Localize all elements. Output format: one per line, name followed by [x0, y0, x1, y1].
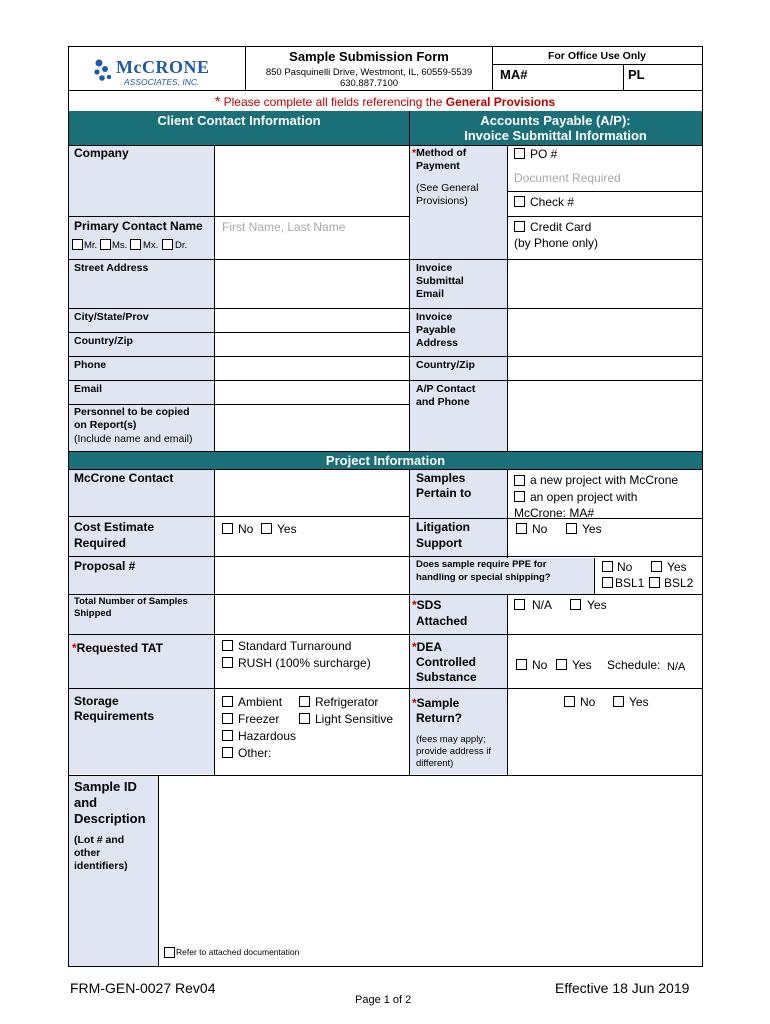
sds-label: *SDS: [412, 598, 442, 612]
inv-addr-label-3: Address: [416, 337, 459, 349]
fees-note-3: different): [416, 758, 454, 769]
ppe-yes-checkbox[interactable]: [651, 561, 662, 572]
litigation-no-checkbox[interactable]: [516, 523, 527, 534]
page-number: Page 1 of 2: [355, 994, 412, 1006]
ap-contact-label: A/P Contact: [416, 383, 476, 395]
method-label: *Method of: [412, 147, 467, 159]
po-label: PO #: [530, 147, 558, 161]
open-project-label: an open project with: [530, 490, 638, 504]
refer-attached-label: Refer to attached documentation: [176, 947, 300, 957]
hazardous-checkbox[interactable]: [222, 730, 233, 741]
check-checkbox[interactable]: [514, 196, 525, 207]
fees-note: (fees may apply;: [416, 734, 486, 745]
ap-contact-label-2: and Phone: [416, 396, 470, 408]
ap-title: Accounts Payable (A/P):: [480, 113, 631, 128]
personnel-label-3: (Include name and email): [74, 433, 193, 445]
return-yes-checkbox[interactable]: [613, 696, 624, 707]
cost-estimate-label: Cost Estimate: [74, 520, 155, 534]
sample-id-label-2: and: [74, 795, 98, 810]
ppe-label-2: handling or special shipping?: [416, 572, 551, 583]
litigation-yes-label: Yes: [582, 522, 602, 536]
total-samples-field[interactable]: [215, 595, 408, 633]
ap-header: [409, 111, 702, 145]
logo-sub: ASSOCIATES, INC.: [124, 77, 200, 87]
sds-na-label: N/A: [532, 598, 553, 612]
ppe-yes-label: Yes: [667, 560, 687, 574]
ap-title2: Invoice Submittal Information: [464, 128, 647, 143]
litigation-label-2: Support: [416, 536, 462, 550]
inv-email-label-3: Email: [416, 288, 445, 300]
mccrone-contact-field[interactable]: [215, 470, 408, 515]
bsl2-checkbox[interactable]: [649, 577, 660, 588]
dea-no-label: No: [532, 658, 548, 672]
primary-contact-label: Primary Contact Name: [74, 219, 203, 233]
litigation-no-label: No: [532, 522, 548, 536]
tat-label: *Requested TAT: [72, 641, 163, 655]
notice-text: Please complete all fields referencing the: [223, 95, 443, 109]
title-dr-label: Dr.: [175, 240, 188, 251]
storage-label: Storage: [74, 694, 119, 708]
dea-yes-label: Yes: [572, 658, 592, 672]
freezer-label: Freezer: [238, 712, 280, 726]
dea-label: *DEA: [412, 640, 443, 654]
bsl1-checkbox[interactable]: [602, 577, 613, 588]
office-use-label: For Office Use Only: [547, 50, 647, 62]
inv-email-label: Invoice: [416, 262, 453, 274]
sds-yes-label: Yes: [587, 598, 607, 612]
inv-email-label-2: Submittal: [416, 275, 464, 287]
ambient-checkbox[interactable]: [222, 696, 233, 707]
client-contact-header: [69, 111, 409, 145]
bsl2-label: BSL2: [664, 576, 694, 590]
notice-bold: General Provisions: [445, 95, 556, 109]
title-mr-label: Mr.: [84, 240, 98, 251]
personnel-label: Personnel to be copied: [74, 406, 190, 418]
credit-card-note: (by Phone only): [514, 236, 599, 250]
litigation-yes-checkbox[interactable]: [566, 523, 577, 534]
title-dr-checkbox[interactable]: [162, 239, 173, 250]
storage-label-2: Requirements: [74, 709, 155, 723]
freezer-checkbox[interactable]: [222, 713, 233, 724]
credit-card-label: Credit Card: [530, 220, 592, 234]
form-id: FRM-GEN-0027 Rev04: [70, 980, 216, 996]
doc-required[interactable]: Document Required: [514, 171, 621, 185]
inv-addr-label: Invoice: [416, 311, 453, 323]
refrigerator-checkbox[interactable]: [299, 696, 310, 707]
company-address: 850 Pasquinelli Drive, Westmont, IL, 60559-5539: [265, 67, 473, 78]
title-mr-checkbox[interactable]: [72, 239, 83, 250]
dea-label-3: Substance: [416, 670, 477, 684]
mccrone-contact-label: McCrone Contact: [74, 471, 174, 485]
sds-yes-checkbox[interactable]: [570, 599, 581, 610]
open-project-ma: McCrone: MA#: [514, 506, 595, 520]
logo-name: McCRONE: [116, 57, 210, 77]
other-checkbox[interactable]: [222, 747, 233, 758]
standard-tat-label: Standard Turnaround: [238, 639, 352, 653]
phone-label: Phone: [74, 359, 107, 371]
client-contact-title: Client Contact Information: [157, 113, 321, 128]
check-label: Check #: [530, 195, 575, 209]
return-yes-label: Yes: [629, 695, 649, 709]
notice: * Please complete all fields referencing the General Provisions: [214, 93, 556, 109]
samples-label-2: Pertain to: [416, 486, 472, 500]
cost-no-label: No: [238, 522, 254, 536]
personnel-label-2: on Report(s): [74, 419, 137, 431]
new-project-checkbox[interactable]: [514, 475, 525, 486]
dea-yes-checkbox[interactable]: [556, 659, 567, 670]
company-phone: 630.887.7100: [339, 78, 399, 89]
pl-label: PL: [628, 67, 645, 82]
schedule-label: Schedule:: [607, 658, 661, 672]
title-ms-label: Ms.: [112, 240, 128, 251]
other-label: Other:: [238, 746, 272, 760]
ap-country-zip-label: Country/Zip: [416, 359, 475, 371]
new-project-label: a new project with McCrone: [530, 473, 679, 487]
project-info-header: [69, 452, 702, 469]
mccrone-logo: [90, 56, 220, 88]
dea-no-checkbox[interactable]: [516, 659, 527, 670]
ma-label: MA#: [500, 67, 528, 82]
lot-note-3: identifiers): [74, 860, 128, 872]
refrigerator-label: Refrigerator: [315, 695, 379, 709]
inv-addr-label-2: Payable: [416, 324, 456, 336]
company-field[interactable]: [215, 146, 408, 215]
sds-na-checkbox[interactable]: [514, 599, 525, 610]
lot-note: (Lot # and: [74, 834, 125, 846]
standard-tat-checkbox[interactable]: [222, 640, 233, 651]
lot-note-2: other: [74, 847, 101, 859]
litigation-label: Litigation: [416, 520, 470, 534]
sample-id-label-3: Description: [74, 811, 146, 826]
form-title: Sample Submission Form: [289, 49, 449, 64]
hazardous-label: Hazardous: [238, 729, 297, 743]
open-project-checkbox[interactable]: [514, 491, 525, 502]
return-no-label: No: [580, 695, 596, 709]
cost-estimate-label-2: Required: [74, 536, 127, 550]
city-label: City/State/Prov: [74, 311, 149, 323]
company-label: Company: [74, 146, 129, 160]
ppe-no-label: No: [617, 560, 633, 574]
samples-label: Samples: [416, 471, 466, 485]
proposal-field[interactable]: [215, 557, 408, 593]
cost-yes-label: Yes: [277, 522, 297, 536]
return-label: *Sample: [412, 696, 460, 710]
see-provisions: (See General: [416, 182, 479, 194]
sds-label-2: Attached: [416, 614, 468, 628]
light-sensitive-checkbox[interactable]: [299, 713, 310, 724]
proposal-label: Proposal #: [74, 559, 136, 573]
total-samples-label-2: Shipped: [74, 608, 112, 619]
light-sensitive-label: Light Sensitive: [315, 712, 394, 726]
schedule-value[interactable]: N/A: [667, 661, 686, 673]
ppe-no-checkbox[interactable]: [602, 561, 613, 572]
fees-note-2: provide address if: [416, 746, 491, 757]
primary-contact-field[interactable]: First Name, Last Name: [222, 220, 346, 234]
rush-tat-label: RUSH (100% surcharge): [238, 656, 371, 670]
title-mx-checkbox[interactable]: [130, 239, 141, 250]
bsl1-label: BSL1: [615, 576, 645, 590]
credit-card-checkbox[interactable]: [514, 221, 525, 232]
total-samples-label: Total Number of Samples: [74, 596, 188, 607]
project-info-title: Project Information: [325, 453, 446, 468]
title-mx-label: Mx.: [143, 240, 159, 251]
logo-mark-icon: [90, 58, 114, 84]
po-checkbox[interactable]: [514, 148, 525, 159]
title-ms-checkbox[interactable]: [100, 239, 111, 250]
effective-date: Effective 18 Jun 2019: [555, 980, 690, 996]
ambient-label: Ambient: [238, 695, 283, 709]
sample-id-label: Sample ID: [74, 779, 137, 794]
street-label: Street Address: [74, 262, 149, 274]
cost-no-checkbox[interactable]: [222, 523, 233, 534]
email-label: Email: [74, 383, 103, 395]
method-label-2: Payment: [416, 160, 460, 172]
rush-tat-checkbox[interactable]: [222, 657, 233, 668]
dea-label-2: Controlled: [416, 655, 476, 669]
cost-yes-checkbox[interactable]: [261, 523, 272, 534]
ppe-label: Does sample require PPE for: [416, 559, 547, 570]
see-provisions-2: Provisions): [416, 195, 468, 207]
sample-description-field[interactable]: [159, 776, 702, 942]
refer-attached-checkbox[interactable]: [164, 947, 175, 958]
country-zip-label: Country/Zip: [74, 335, 133, 347]
return-no-checkbox[interactable]: [564, 696, 575, 707]
return-label-2: Return?: [416, 711, 462, 725]
